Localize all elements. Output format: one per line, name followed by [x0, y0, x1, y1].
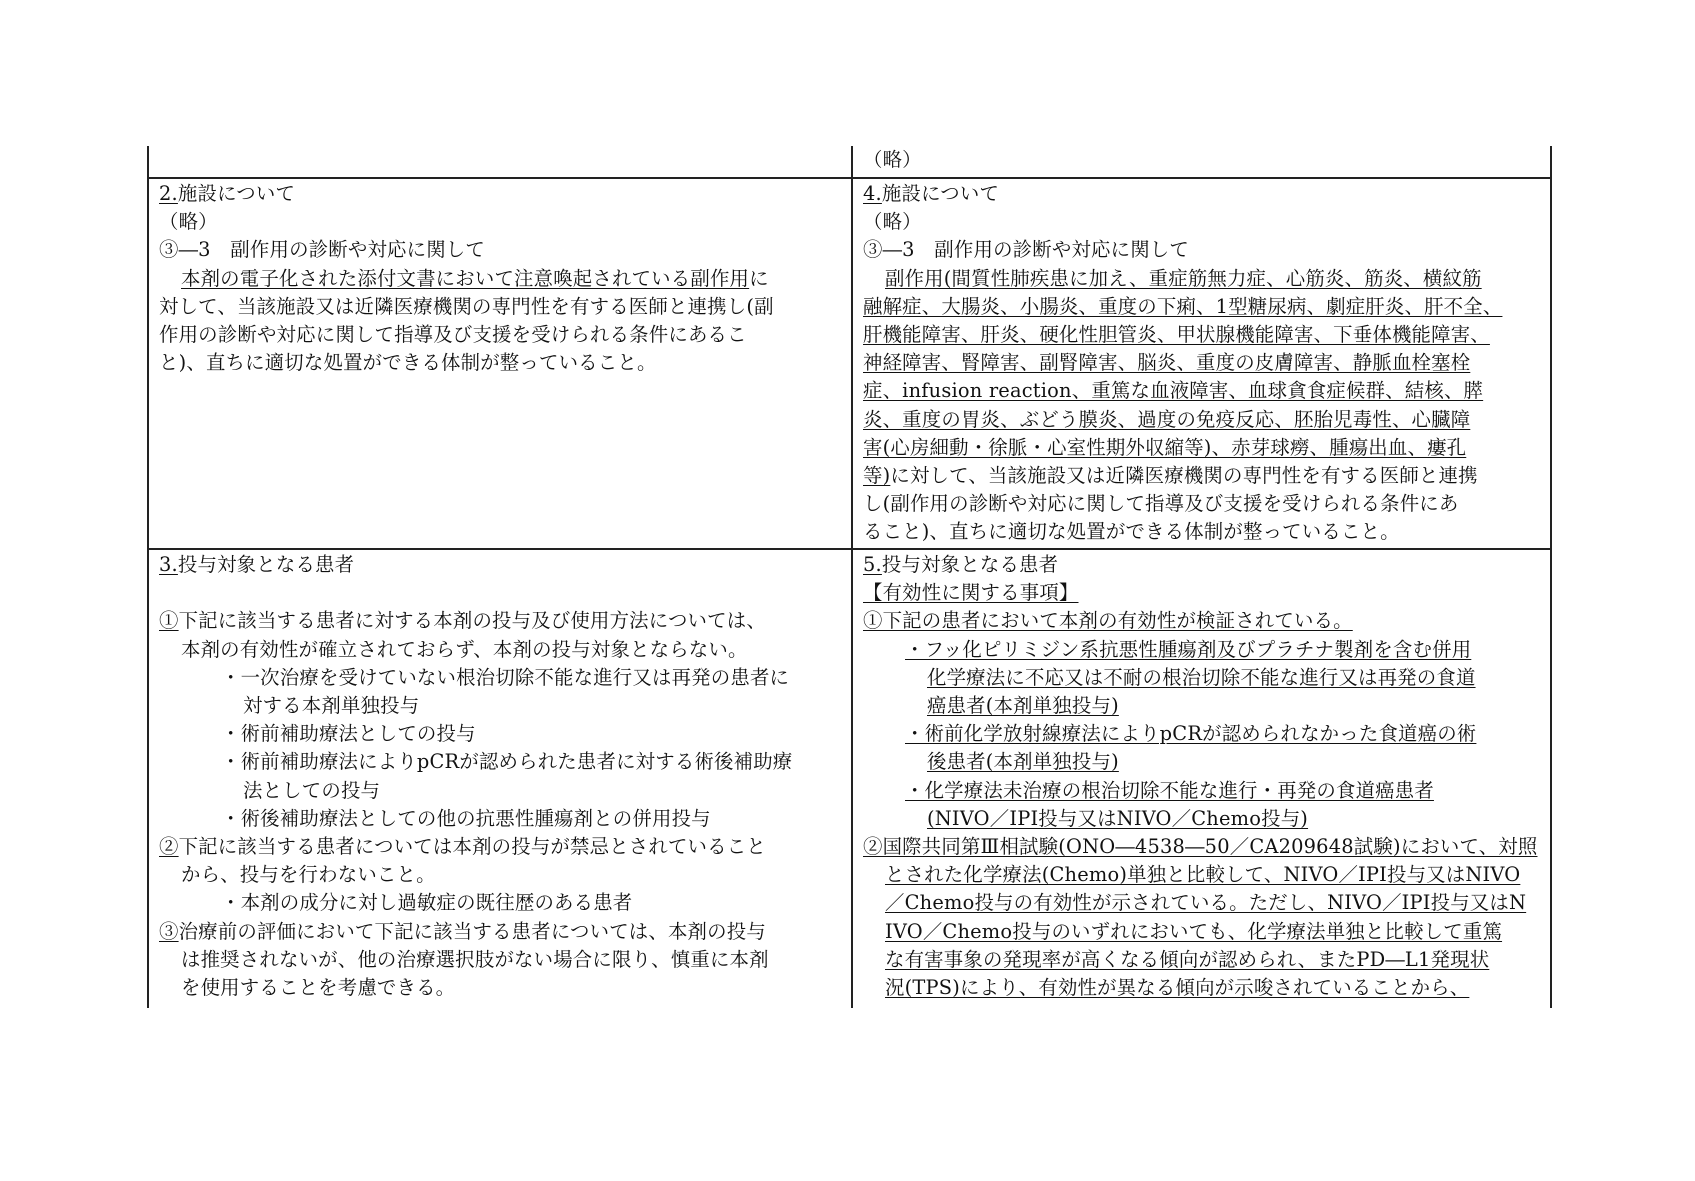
paragraph-line: と)、直ちに適切な処置ができる体制が整っていること。	[159, 351, 657, 375]
paragraph-line: 肝機能障害、肝炎、硬化性胆管炎、甲状腺機能障害、下垂体機能障害、	[863, 323, 1490, 347]
efficacy-heading: 【有効性に関する事項】	[863, 581, 1079, 605]
list-item-continuation: 本剤の有効性が確立されておらず、本剤の投与対象とならない。	[181, 637, 748, 661]
omitted-text: （略）	[159, 210, 218, 234]
table-middle-border	[851, 146, 853, 1008]
bullet-item: ・フッ化ピリミジン系抗悪性腫瘍剤及びプラチナ製剤を含む併用	[905, 637, 1472, 661]
top-row-right-cell	[863, 146, 922, 174]
section2-right-cell	[863, 180, 1502, 547]
paragraph-line: 作用の診断や対応に関して指導及び支援を受けられる条件にあるこ	[159, 323, 747, 347]
table-left-border	[147, 146, 149, 1008]
bullet-item: ・化学療法未治療の根治切除不能な進行・再発の食道癌患者	[905, 778, 1434, 802]
paragraph-line: 対して、当該施設又は近隣医療機関の専門性を有する医師と連携し(副	[159, 294, 774, 318]
bullet-continuation: (NIVO／IPI投与又はNIVO／Chemo投与)	[927, 806, 1309, 830]
bullet-item: ・術後補助療法としての他の抗悪性腫瘍剤との併用投与	[221, 806, 711, 830]
list-item-continuation: 況(TPS)により、有効性が異なる傾向が示唆されていることから、	[885, 976, 1470, 1000]
section-heading: 4.施設について	[863, 182, 1000, 205]
list-item-continuation: ／Chemo投与の有効性が示されている。ただし、NIVO／IPI投与又はN	[885, 891, 1527, 915]
section-heading: 2.施設について	[159, 182, 296, 205]
section2-left-cell	[159, 180, 774, 377]
sub-heading: ③―3 副作用の診断や対応に関して	[159, 238, 485, 262]
paragraph-line: 副作用(間質性肺疾患に加え、重症筋無力症、心筋炎、筋炎、横紋筋	[885, 266, 1482, 290]
row-divider-2	[147, 548, 1551, 550]
blank-line	[159, 579, 792, 607]
paragraph-line: 神経障害、腎障害、副腎障害、脳炎、重度の皮膚障害、静脈血栓塞栓	[863, 351, 1471, 375]
omitted-text: （略）	[863, 210, 922, 234]
list-item-continuation: から、投与を行わないこと。	[181, 863, 436, 887]
paragraph-line: 本剤の電子化された添付文書において注意喚起されている副作用に	[181, 266, 769, 290]
list-item-continuation: IVO／Chemo投与のいずれにおいても、化学療法単独と比較して重篤	[885, 919, 1503, 943]
omitted-text: （略）	[863, 148, 922, 171]
section-heading: 3.投与対象となる患者	[159, 553, 355, 576]
list-item-continuation: とされた化学療法(Chemo)単独と比較して、NIVO／IPI投与又はNIVO	[885, 863, 1521, 887]
list-item: ②下記に該当する患者については本剤の投与が禁忌とされていること	[159, 835, 766, 859]
paragraph-line: 炎、重度の胃炎、ぶどう膜炎、過度の免疫反応、胚胎児毒性、心臓障	[863, 407, 1471, 431]
paragraph-line: 害(心房細動・徐脈・心室性期外収縮等)、赤芽球癆、腫瘍出血、瘻孔	[863, 435, 1467, 459]
bullet-item: ・術前補助療法としての投与	[221, 722, 476, 746]
paragraph-line: 融解症、大腸炎、小腸炎、重度の下痢、1型糖尿病、劇症肝炎、肝不全、	[863, 294, 1503, 318]
table-right-border	[1550, 146, 1552, 1008]
bullet-continuation: 化学療法に不応又は不耐の根治切除不能な進行又は再発の食道	[927, 665, 1476, 689]
paragraph-line: 等)に対して、当該施設又は近隣医療機関の専門性を有する医師と連携	[863, 464, 1478, 488]
paragraph-line: 症、infusion reaction、重篤な血液障害、血球貪食症候群、結核、膵	[863, 379, 1484, 403]
bullet-continuation: 後患者(本剤単独投与)	[927, 750, 1119, 774]
list-item-continuation: な有害事象の発現率が高くなる傾向が認められ、またPD―L1発現状	[885, 947, 1490, 971]
comparison-table	[147, 146, 1551, 1008]
section3-left-cell	[159, 551, 792, 1002]
sub-heading: ③―3 副作用の診断や対応に関して	[863, 238, 1189, 262]
paragraph-line: し(副作用の診断や対応に関して指導及び支援を受けられる条件にあ	[863, 492, 1459, 516]
paragraph-line: ること)、直ちに適切な処置ができる体制が整っていること。	[863, 520, 1400, 544]
list-item: ①下記の患者において本剤の有効性が検証されている。	[863, 609, 1353, 633]
bullet-item: ・本剤の成分に対し過敏症の既往歴のある患者	[221, 891, 633, 915]
list-item-continuation: は推奨されないが、他の治療選択肢がない場合に限り、慎重に本剤	[181, 947, 769, 971]
bullet-continuation: 対する本剤単独投与	[243, 694, 420, 718]
bullet-item: ・一次治療を受けていない根治切除不能な進行又は再発の患者に	[221, 665, 790, 689]
list-item-continuation: を使用することを考慮できる。	[181, 976, 456, 1000]
list-item: ②国際共同第Ⅲ相試験(ONO―4538―50／CA209648試験)において、対照	[863, 835, 1538, 859]
bullet-item: ・術前補助療法によりpCRが認められた患者に対する術後補助療	[221, 750, 793, 774]
row-divider-1	[147, 177, 1551, 179]
list-item: ①下記に該当する患者に対する本剤の投与及び使用方法については、	[159, 609, 766, 633]
bullet-continuation: 癌患者(本剤単独投与)	[927, 694, 1119, 718]
bullet-item: ・術前化学放射線療法によりpCRが認められなかった食道癌の術	[905, 722, 1477, 746]
bullet-continuation: 法としての投与	[243, 778, 381, 802]
section-heading: 5.投与対象となる患者	[863, 553, 1059, 576]
list-item: ③治療前の評価において下記に該当する患者については、本剤の投与	[159, 919, 766, 943]
section3-right-cell	[863, 551, 1538, 1002]
